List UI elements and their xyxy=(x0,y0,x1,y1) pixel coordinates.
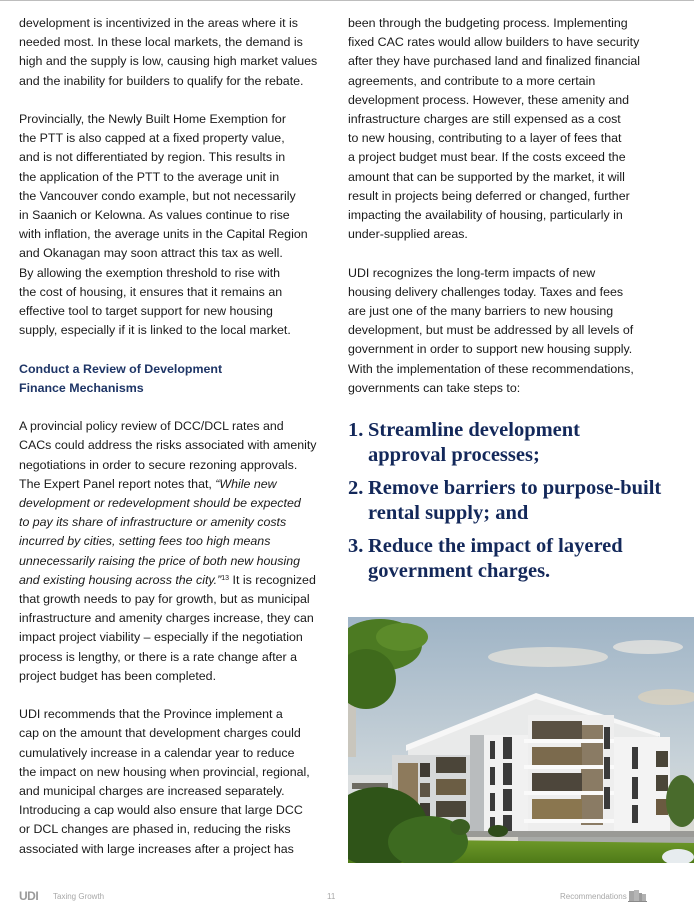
text-line: infrastructure and amenity charges increase, they can xyxy=(19,611,314,626)
paragraph-ptt-exemption xyxy=(19,110,339,340)
section-name: Recommendations xyxy=(560,892,627,901)
quote-text: incurred by cities, setting fees too high means xyxy=(19,534,271,549)
text-line: and the inability for builders to qualify for the rebate. xyxy=(19,73,304,88)
text-line: associated with large increases after a project has xyxy=(19,841,294,856)
paragraph-cac-rates xyxy=(348,14,668,244)
text-line: project budget has been completed. xyxy=(19,668,217,683)
page-number: 11 xyxy=(327,892,336,901)
text-line: the PTT is also capped at a fixed property value, xyxy=(19,131,285,146)
recommendation-number: 2. xyxy=(348,477,364,499)
recommendation-item xyxy=(348,418,688,467)
section-subheading xyxy=(19,360,339,398)
text-line: under-supplied areas. xyxy=(348,227,468,242)
text-line: are just one of the many barriers to new housing xyxy=(348,304,614,319)
buildings-icon xyxy=(628,889,648,905)
text-line: the application of the PTT to the average unit in xyxy=(19,169,280,184)
quote-text: to pay its share of infrastructure or amenity costs xyxy=(19,515,287,530)
text-line: effective tool to target support for new housing xyxy=(19,304,273,319)
recommendation-number: 1. xyxy=(348,419,364,441)
text-line: that growth needs to pay for growth, but as municipal xyxy=(19,592,310,607)
recommendation-item xyxy=(348,476,688,525)
text-line: or DCL changes are phased in, reducing the risks xyxy=(19,822,291,837)
text-line: UDI recommends that the Province implement a xyxy=(19,707,283,722)
paragraph-rebate xyxy=(19,14,339,91)
recommendation-text xyxy=(368,534,688,583)
footnote-reference: 13 xyxy=(221,574,230,582)
text-line: amount that can be supported by the market, it will xyxy=(348,169,625,184)
text-line: process is lengthy, or there is a rate change after a xyxy=(19,649,298,664)
quote-text: and existing housing across the city.” xyxy=(19,572,222,587)
text-line: development is incentivized in the areas where it is xyxy=(19,16,298,30)
text-line: to new housing, contributing to a layer of fees that xyxy=(348,131,622,146)
text-line: high and the supply is low, causing high market values xyxy=(19,54,318,69)
building-photo xyxy=(348,617,694,863)
text-line: and Okanagan may soon attract this tax as well. xyxy=(19,246,283,261)
quote-text: “While new xyxy=(215,476,277,491)
paragraph-udi-recognizes xyxy=(348,264,668,398)
text-line: Remove barriers to purpose-built xyxy=(368,477,662,499)
text-line: impact project viability – especially if the negotiation xyxy=(19,630,303,645)
text-line: the Vancouver condo example, but not necessarily xyxy=(19,188,296,203)
text-line: fixed CAC rates would allow builders to have security xyxy=(348,35,640,50)
recommendations-list xyxy=(348,418,688,592)
quote-text: unnecessarily raising the price of both new housing xyxy=(19,553,301,568)
text-line: governments can take steps to: xyxy=(348,380,521,395)
text-line: A provincial policy review of DCC/DCL rates and xyxy=(19,419,284,434)
text-line xyxy=(19,571,339,590)
document-title: Taxing Growth xyxy=(53,892,105,901)
text-line: cumulatively increase in a calendar year to reduce xyxy=(19,745,295,760)
text-line: Provincially, the Newly Built Home Exemption for xyxy=(19,112,286,126)
text-line: been through the budgeting process. Implementing xyxy=(348,16,628,30)
text-line: Introducing a cap would also ensure that large DCC xyxy=(19,803,303,818)
text-line: government in order to support new housing supply. xyxy=(348,342,633,357)
text-run: The Expert Panel report notes that, xyxy=(19,476,216,491)
text-line: approval processes; xyxy=(368,443,540,466)
text-line: impacting the availability of housing, particularly in xyxy=(348,208,623,223)
text-line: CACs could address the risks associated with amenity xyxy=(19,438,317,453)
text-line: Streamline development xyxy=(368,419,580,441)
text-line: a project budget must bear. If the costs exceed the xyxy=(348,150,626,165)
text-line: development process. However, these amenity and xyxy=(348,92,630,107)
text-line: with inflation, the average units in the Capital Region xyxy=(19,227,308,242)
paragraph-policy-review xyxy=(19,417,339,686)
text-line xyxy=(19,475,339,494)
text-line: supply, especially if it is linked to the local market. xyxy=(19,323,291,338)
subheading-line: Finance Mechanisms xyxy=(19,380,144,395)
recommendation-item xyxy=(348,534,688,583)
text-line: in Saanich or Kelowna. As values continue to rise xyxy=(19,208,290,223)
text-line: rental supply; and xyxy=(368,501,529,524)
udi-logo: UDI xyxy=(19,889,39,903)
recommendation-text xyxy=(368,476,688,525)
text-line: Reduce the impact of layered xyxy=(368,535,623,557)
quote-text: development or redevelopment should be expected xyxy=(19,496,301,511)
right-column xyxy=(348,14,668,417)
text-run: It is recognized xyxy=(229,572,316,587)
recommendation-number: 3. xyxy=(348,535,364,557)
paragraph-cap-recommendation xyxy=(19,705,339,859)
text-line: result in projects being deferred or changed, further xyxy=(348,188,630,203)
left-column xyxy=(19,14,339,878)
text-line: UDI recognizes the long-term impacts of new xyxy=(348,265,596,280)
text-line: needed most. In these local markets, the demand is xyxy=(19,35,303,50)
text-line: By allowing the exemption threshold to rise with xyxy=(19,265,281,280)
recommendation-text xyxy=(368,418,688,467)
text-line: negotiations in order to secure rezoning approvals. xyxy=(19,457,298,472)
text-line: the impact on new housing when provincial, regional, xyxy=(19,764,310,779)
text-line: and municipal charges are increased separately. xyxy=(19,784,285,799)
subheading-line: Conduct a Review of Development xyxy=(19,361,223,376)
text-line: cap on the amount that development charges could xyxy=(19,726,301,741)
text-line: the cost of housing, it ensures that it remains an xyxy=(19,284,283,299)
text-line: government charges. xyxy=(368,559,551,582)
text-line: agreements, and contribute to a more certain xyxy=(348,73,596,88)
text-line: development, but must be addressed by all levels of xyxy=(348,323,634,338)
text-line: housing delivery challenges today. Taxes and fees xyxy=(348,284,624,299)
text-line: infrastructure charges are still expensed as a cost xyxy=(348,112,621,127)
text-line: With the implementation of these recommendations, xyxy=(348,361,634,376)
apartment-building-illustration xyxy=(348,617,694,863)
text-line: after they have purchased land and finalized financial xyxy=(348,54,641,69)
text-line: and is not differentiated by region. This results in xyxy=(19,150,286,165)
page-footer xyxy=(0,888,694,908)
top-divider xyxy=(0,0,694,1)
